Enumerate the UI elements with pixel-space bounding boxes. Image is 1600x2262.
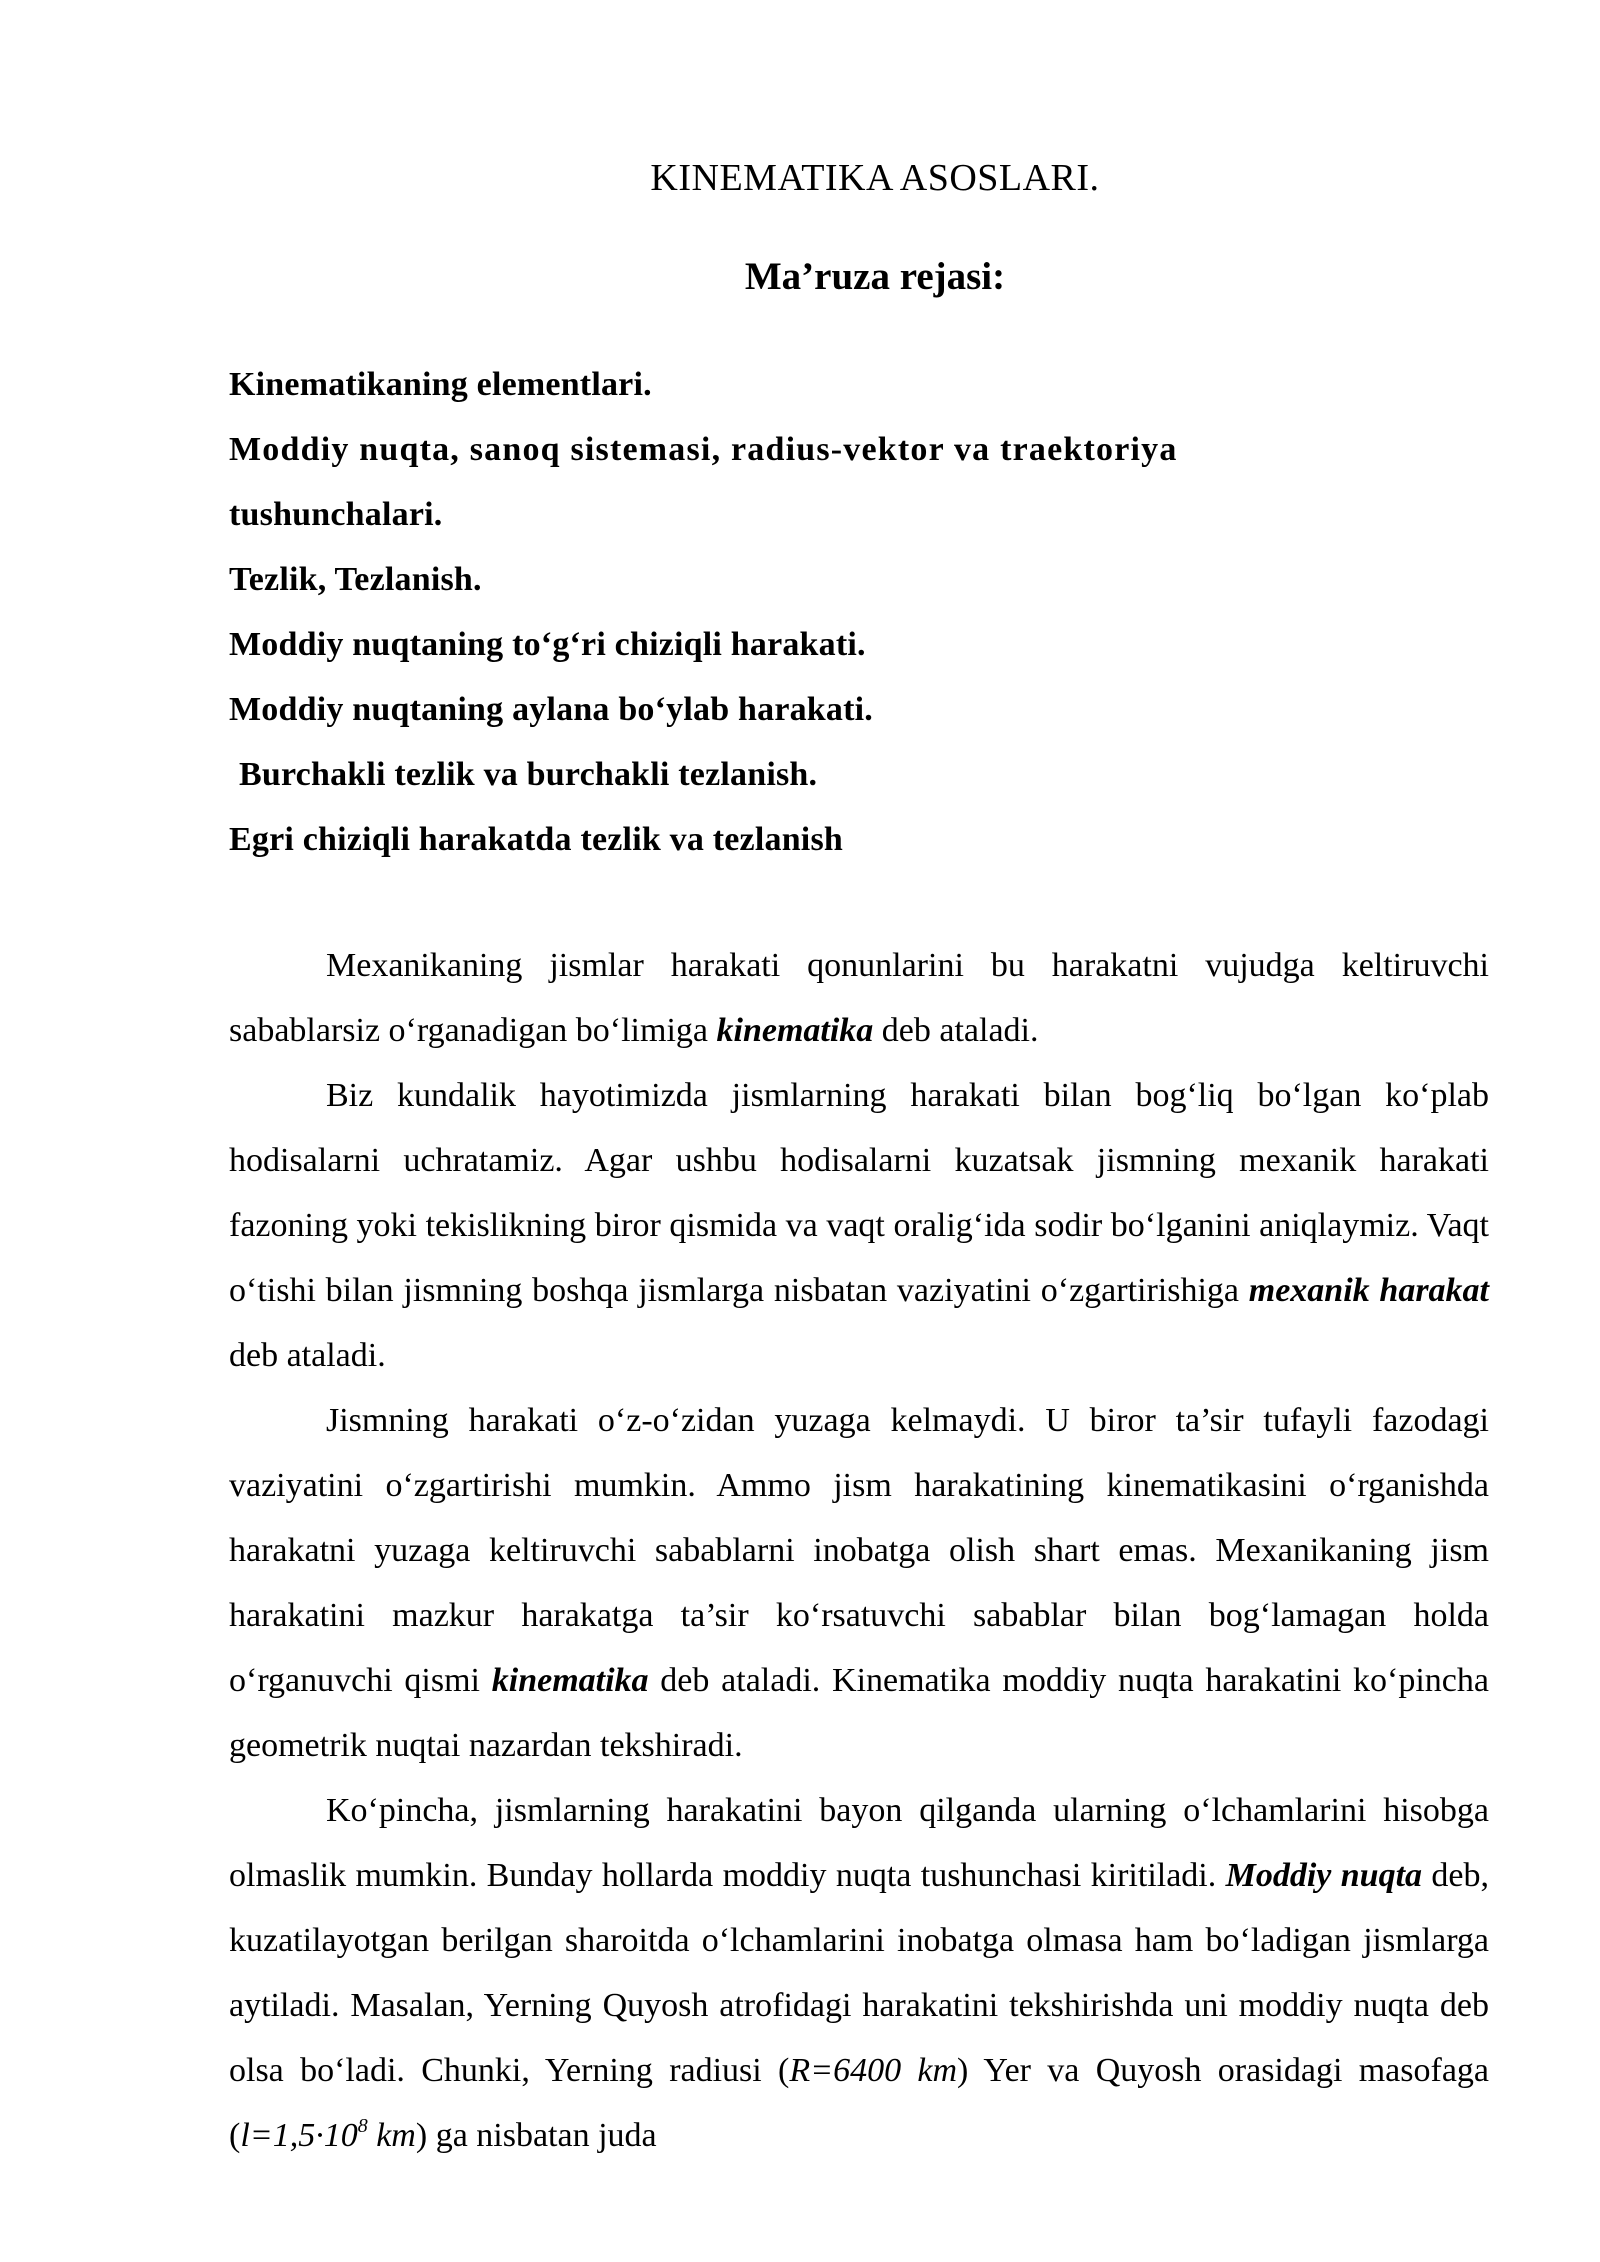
paragraph-text: Biz kundalik hayotimizda jismlarning harakati bilan bog‘liq bo‘lgan ko‘plab hodisalarni uchratamiz. Agar ushbu hodisalarni kuzatsak jismning mexanik harakati fazoning yoki tekislikning biror qismida va vaqt oralig‘ida sodir bo‘lganini aniqlaymiz. Vaqt o‘tishi bilan jismning boshqa jismlarga nisbatan vaziyatini o‘zgartirishiga: [229, 1077, 1489, 1309]
paragraph: [229, 933, 1489, 1063]
plan-item: Moddiy nuqtaning aylana bo‘ylab harakati.: [229, 691, 873, 728]
plan-item: Egri chiziqli harakatda tezlik va tezlanish: [229, 821, 843, 858]
body-text: [229, 933, 1489, 2168]
paragraph: [229, 1063, 1489, 1388]
formula-exponent: 8: [357, 2115, 368, 2137]
paragraph: [229, 1778, 1489, 2168]
plan-item: Tezlik, Tezlanish.: [229, 561, 482, 598]
formula-distance-unit: km: [367, 2117, 416, 2154]
plan-item: Burchakli tezlik va burchakli tezlanish.: [239, 756, 818, 793]
term-emphasis: Moddiy nuqta: [1225, 1857, 1423, 1894]
paragraph-text: deb ataladi. Kinematika moddiy nuqta harakatini ko‘pincha geometrik nuqtai nazardan tekshiradi.: [229, 1662, 1489, 1764]
paragraph-text: Mexanikaning jismlar harakati qonunlarini bu harakatni vujudga keltiruvchi sabablarsiz o‘rganadigan bo‘limiga: [229, 947, 1489, 1049]
paragraph-text: deb ataladi.: [873, 1012, 1039, 1049]
paragraph-text: deb, kuzatilayotgan berilgan sharoitda o‘lchamlarini inobatga olmasa ham bo‘ladigan jismlarga aytiladi. Masalan, Yerning Quyosh atrofidagi harakatini tekshirishda uni moddiy nuqta deb olsa bo‘ladi. Chunki, Yerning radiusi (: [229, 1857, 1489, 2089]
paragraph-text: deb ataladi.: [229, 1337, 386, 1374]
term-emphasis: kinematika: [716, 1012, 874, 1049]
document-title: KINEMATIKA ASOSLARI.: [650, 157, 1100, 199]
paragraph-text: ) ga nisbatan juda: [415, 2117, 657, 2154]
plan-item: tushunchalari.: [229, 496, 443, 533]
plan-item: Moddiy nuqtaning to‘g‘ri chiziqli harakati.: [229, 626, 866, 663]
paragraph-text: ) Yer va Quyosh orasidagi masofaga (: [229, 2052, 1490, 2154]
lecture-plan-list: [229, 352, 1489, 872]
term-emphasis: kinematika: [491, 1662, 649, 1699]
formula-radius: R=6400 km: [789, 2052, 958, 2089]
plan-item: Kinematikaning elementlari.: [229, 366, 652, 403]
formula-distance-base: l=1,5·10: [240, 2117, 358, 2154]
formula-distance: [240, 2117, 416, 2154]
paragraph-text: Jismning harakati o‘z-o‘zidan yuzaga kelmaydi. U biror ta’sir tufayli fazodagi vaziyatini o‘zgartirishi mumkin. Ammo jism harakatining kinematikasini o‘rganishda harakatni yuzaga keltiruvchi sabablarni inobatga olish shart emas. Mexanikaning jism harakatini mazkur harakatga ta’sir ko‘rsatuvchi sabablar bilan bog‘lamagan holda o‘rganuvchi qismi: [229, 1402, 1489, 1699]
term-emphasis: mexanik harakat: [1248, 1272, 1489, 1309]
plan-item: Moddiy nuqta, sanoq sistemasi, radius-vektor va traektoriya: [229, 431, 1178, 468]
paragraph: [229, 1388, 1489, 1778]
plan-heading: Ma’ruza rejasi:: [744, 255, 1006, 298]
paragraph-text: Ko‘pincha, jismlarning harakatini bayon qilganda ularning o‘lchamlarini hisobga olmaslik mumkin. Bunday hollarda moddiy nuqta tushunchasi kiritiladi.: [229, 1792, 1489, 1894]
